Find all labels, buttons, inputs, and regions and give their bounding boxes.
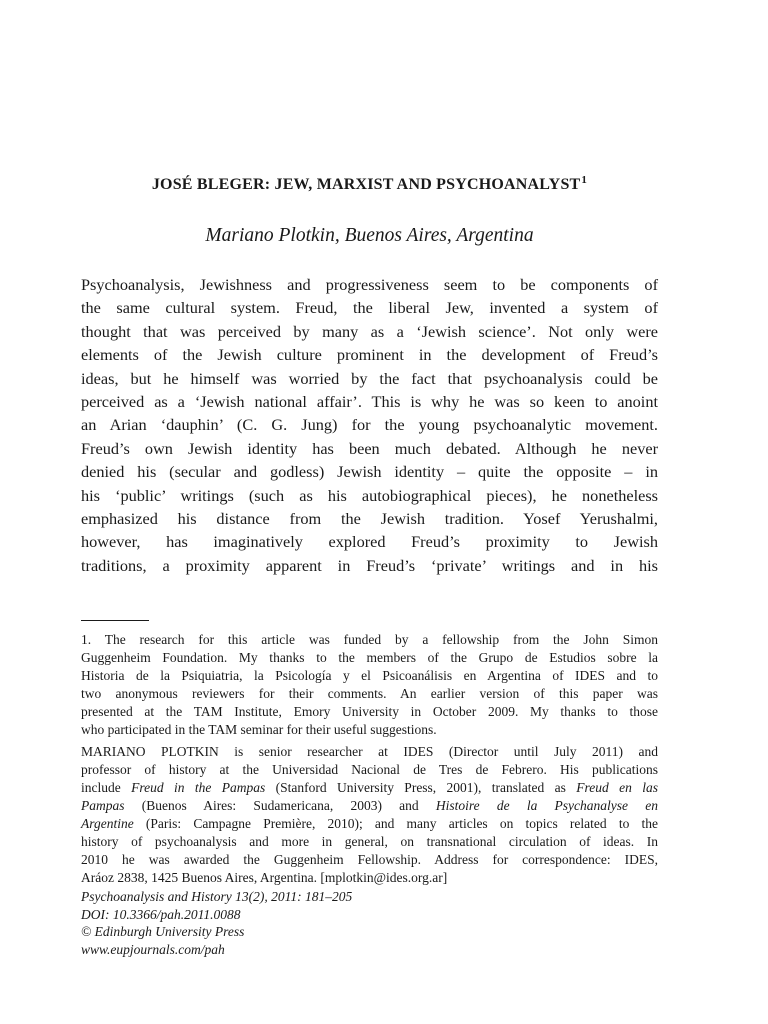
footnote-line: who participated in the TAM seminar for their useful suggestions.: [81, 722, 437, 737]
footnote-line: presented at the TAM Institute, Emory University in October 2009. My thanks to those: [81, 704, 658, 719]
bio-line: professor of history at the Universidad Nacional de Tres de Febrero. His publications: [81, 762, 658, 777]
book-title: Freud en las: [576, 780, 658, 795]
journal-publisher: © Edinburgh University Press: [81, 924, 245, 939]
body-line: denied his (secular and godless) Jewish identity – quite the opposite – in: [81, 462, 658, 482]
body-paragraph: [81, 273, 658, 577]
footnote-line: two anonymous reviewers for their comments. An earlier version of this paper was: [81, 686, 658, 701]
bio-text: (Stanford University Press, 2001), translated as: [265, 780, 577, 795]
body-line: traditions, a proximity apparent in Freud’s ‘private’ writings and in his: [81, 555, 658, 575]
journal-info: [81, 888, 658, 958]
journal-citation: Psychoanalysis and History 13(2), 2011: 181–205: [81, 889, 353, 904]
author-bio: [81, 743, 658, 887]
footnote-line: Guggenheim Foundation. My thanks to the members of the Grupo de Estudios sobre la: [81, 650, 658, 665]
body-line: perceived as a ‘Jewish national affair’. This is why he was so keen to anoint: [81, 392, 658, 412]
article-page: [81, 0, 658, 1024]
body-line: Freud’s own Jewish identity has been much debated. Although he never: [81, 438, 658, 458]
bio-line: [81, 797, 658, 815]
bio-line: Aráoz 2838, 1425 Buenos Aires, Argentina. [mplotkin@ides.org.ar]: [81, 870, 448, 885]
body-line: elements of the Jewish culture prominent in the development of Freud’s: [81, 345, 658, 365]
book-title: Pampas: [81, 798, 125, 813]
journal-website: www.eupjournals.com/pah: [81, 941, 225, 957]
footnote-line: Historia de la Psiquiatria, la Psicología y el Psicoanálisis en Argentina of IDES and to: [81, 668, 658, 683]
bio-text: (Paris: Campagne Première, 2010); and many articles on topics related to the: [133, 816, 658, 831]
book-title: Histoire de la Psychanalyse en: [435, 798, 658, 813]
footnote: [81, 631, 658, 739]
bio-text: include: [81, 780, 132, 795]
article-title-text: JOSÉ BLEGER: JEW, MARXIST AND PSYCHOANALYST: [151, 176, 581, 193]
body-line: thought that was perceived by many as a ‘Jewish science’. Not only were: [81, 321, 658, 341]
journal-doi: DOI: 10.3366/pah.2011.0088: [81, 906, 241, 922]
article-title: [81, 174, 658, 194]
body-line: his ‘public’ writings (such as his autobiographical pieces), he nonetheless: [81, 485, 658, 505]
body-line: ideas, but he himself was worried by the fact that psychoanalysis could be: [81, 368, 658, 388]
body-line: emphasized his distance from the Jewish tradition. Yosef Yerushalmi,: [81, 509, 658, 529]
body-line: an Arian ‘dauphin’ (C. G. Jung) for the young psychoanalytic movement.: [81, 415, 658, 435]
author-line: Mariano Plotkin, Buenos Aires, Argentina: [205, 225, 534, 246]
bio-line: [81, 815, 658, 833]
body-line: however, has imaginatively explored Freud’s proximity to Jewish: [81, 532, 658, 552]
bio-line: history of psychoanalysis and more in general, on transnational circulation of ideas. In: [81, 834, 658, 849]
bio-line: [81, 779, 658, 797]
title-footnote-mark: 1: [581, 174, 588, 186]
footnote-divider: [81, 620, 149, 621]
bio-line: 2010 he was awarded the Guggenheim Fellowship. Address for correspondence: IDES,: [81, 852, 658, 867]
body-line: Psychoanalysis, Jewishness and progressiveness seem to be components of: [81, 275, 658, 294]
bio-text: (Buenos Aires: Sudamericana, 2003) and: [124, 798, 436, 813]
body-line: the same cultural system. Freud, the liberal Jew, invented a system of: [81, 298, 658, 318]
bio-line: MARIANO PLOTKIN is senior researcher at IDES (Director until July 2011) and: [81, 744, 658, 759]
book-title: Argentine: [81, 816, 134, 831]
book-title: Freud in the Pampas: [131, 780, 266, 795]
footnote-line: 1. The research for this article was funded by a fellowship from the John Simon: [81, 632, 658, 647]
